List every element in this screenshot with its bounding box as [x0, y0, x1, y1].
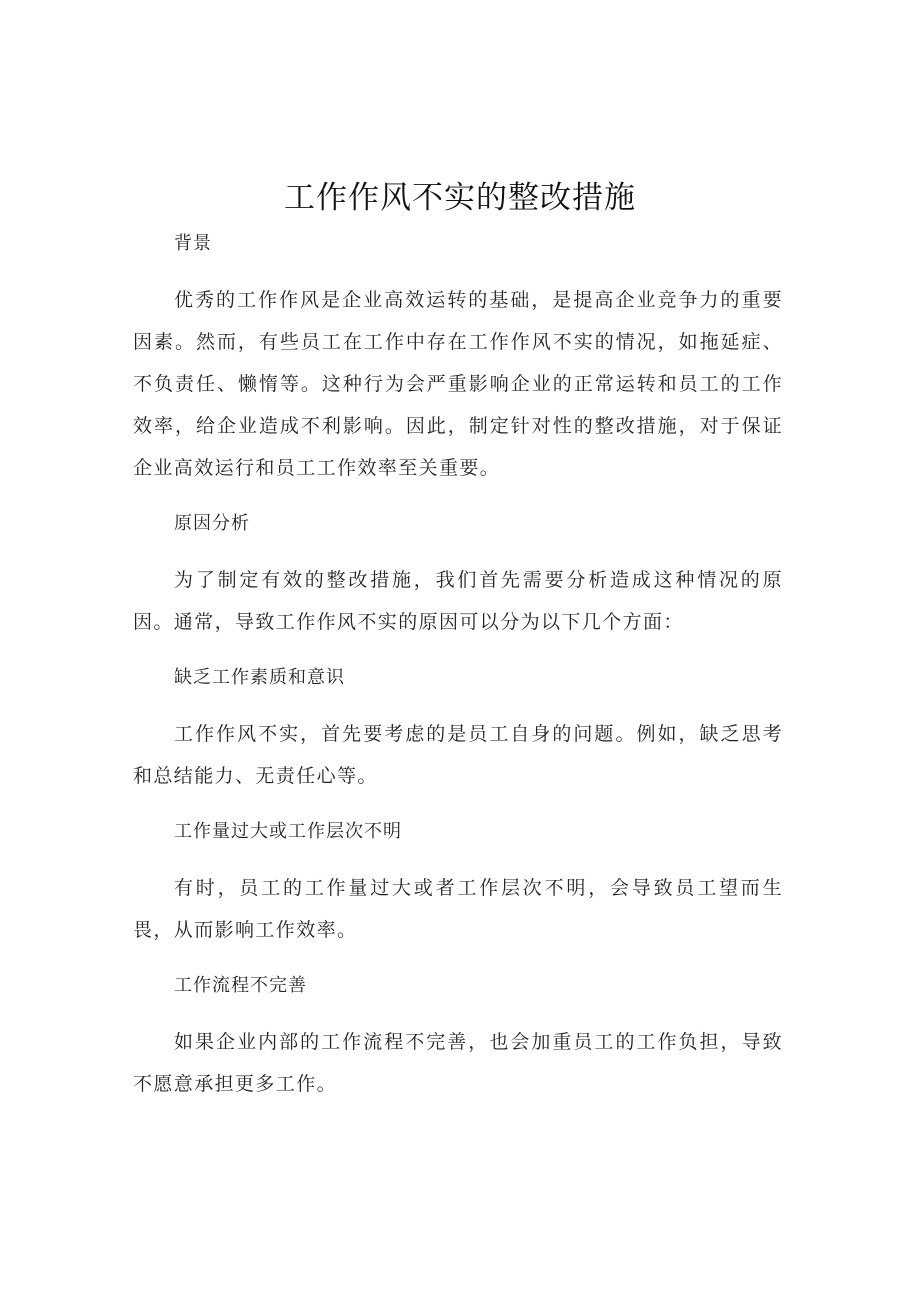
- section-heading-background: 背景: [174, 233, 212, 254]
- section-paragraph-workflow: 如果企业内部的工作流程不完善，也会加重员工的工作负担，导致不愿意承担更多工作。: [133, 1031, 783, 1095]
- section-paragraph-workload: 有时，员工的工作量过大或者工作层次不明，会导致员工望而生畏，从而影响工作效率。: [133, 877, 783, 941]
- section-paragraph-lack-of-quality: 工作作风不实，首先要考虑的是员工自身的问题。例如，缺乏思考和总结能力、无责任心等。: [133, 723, 783, 787]
- section-heading-cause-analysis: 原因分析: [174, 513, 250, 534]
- section-paragraph-background: 优秀的工作作风是企业高效运转的基础，是提高企业竞争力的重要因素。然而，有些员工在工作中存在工作作风不实的情况，如拖延症、不负责任、懒惰等。这种行为会严重影响企业的正常运转和员工的工作效率，给企业造成不利影响。因此，制定针对性的整改措施，对于保证企业高效运行和员工工作效率至关重要。: [133, 289, 783, 479]
- section-heading-lack-of-quality: 缺乏工作素质和意识: [174, 667, 345, 688]
- section-heading-workload: 工作量过大或工作层次不明: [174, 821, 402, 842]
- document-title: 工作作风不实的整改措施: [284, 180, 636, 216]
- document-body: [133, 225, 783, 1121]
- section-heading-workflow: 工作流程不完善: [174, 975, 307, 996]
- section-paragraph-cause-analysis: 为了制定有效的整改措施，我们首先需要分析造成这种情况的原因。通常，导致工作作风不实的原因可以分为以下几个方面：: [133, 569, 783, 633]
